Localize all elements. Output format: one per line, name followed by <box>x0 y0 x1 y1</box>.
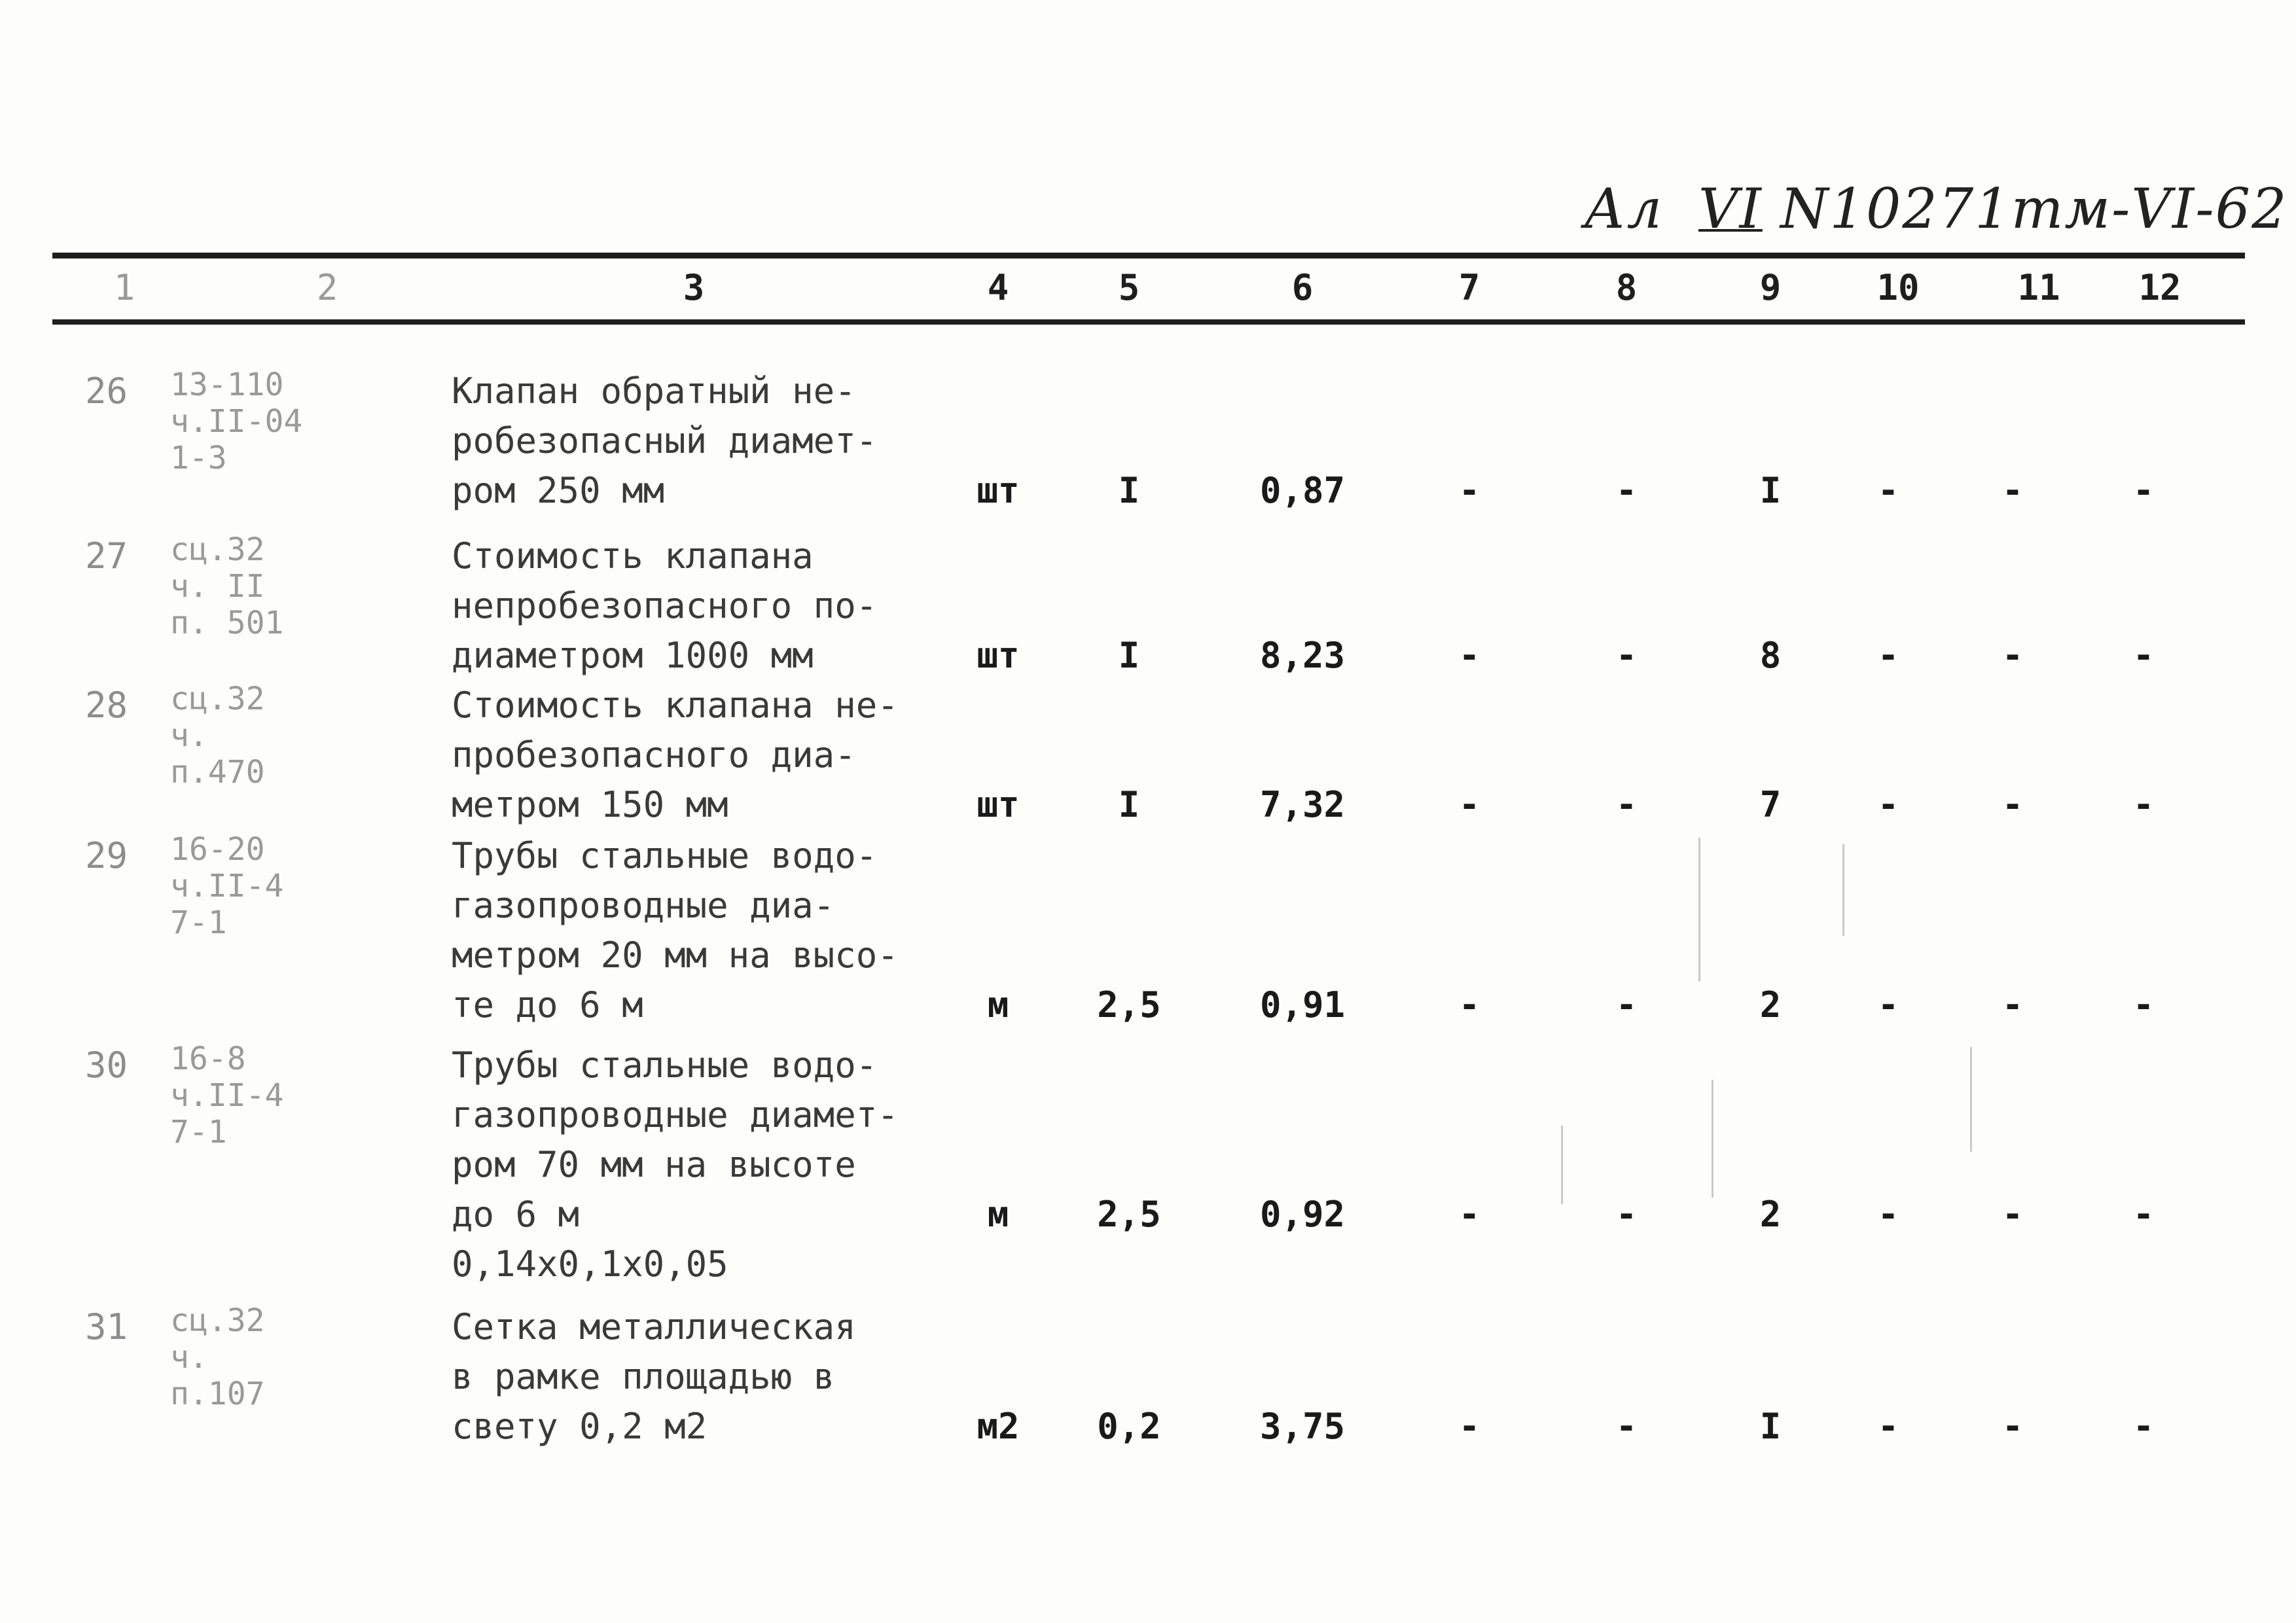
quantity-cell: 0,2 <box>1097 1406 1161 1447</box>
value-cell: 3,75 <box>1259 1406 1346 1447</box>
unit-cell: м2 <box>977 1406 1020 1447</box>
column-number: 7 <box>1458 267 1480 308</box>
price-code: сц.32 ч. II п. 501 <box>170 531 284 641</box>
value-cell: 0,91 <box>1259 984 1346 1026</box>
unit-cell: м <box>987 984 1009 1026</box>
value-cell: 2 <box>1759 1194 1782 1235</box>
value-cell: 7 <box>1759 784 1782 825</box>
header-bottom-rule <box>52 319 2245 325</box>
value-cell: 7,32 <box>1259 784 1346 825</box>
value-cell: 8 <box>1759 635 1782 676</box>
value-cell: 8,23 <box>1259 635 1346 676</box>
scan-artifact <box>1842 844 1844 936</box>
value-cell: - <box>1615 1194 1638 1235</box>
value-cell: - <box>1458 984 1480 1026</box>
item-description: Сетка металлическая в рамке площадью в свету 0,2 м2 <box>452 1306 856 1447</box>
value-cell: - <box>1615 470 1638 511</box>
row-number: 30 <box>85 1044 128 1086</box>
value-cell: - <box>1615 784 1638 825</box>
item-description: Стоимость клапана не- пробезопасного диа- метром 150 мм <box>452 685 899 825</box>
value-cell: - <box>1877 784 1899 825</box>
value-cell: - <box>2132 470 2155 511</box>
value-cell: 2 <box>1759 984 1782 1026</box>
row-number: 31 <box>85 1306 128 1347</box>
column-number: 4 <box>987 267 1009 308</box>
price-code: сц.32 ч. п.107 <box>170 1302 265 1412</box>
price-code: 13-110 ч.II-04 1-3 <box>170 366 303 476</box>
value-cell: - <box>2001 635 2024 676</box>
value-cell: - <box>2001 470 2024 511</box>
quantity-cell: I <box>1118 784 1140 825</box>
value-cell: 0,87 <box>1259 470 1346 511</box>
column-number: 12 <box>2138 267 2181 308</box>
value-cell: - <box>1458 470 1480 511</box>
unit-cell: шт <box>977 784 1020 825</box>
item-description: Клапан обратный не- робезопасный диамет- ром 250 мм <box>452 370 878 511</box>
sheet-reference-prefix: Ал <box>1584 177 1664 241</box>
value-cell: - <box>2132 984 2155 1026</box>
value-cell: - <box>2001 1194 2024 1235</box>
scan-artifact <box>1561 1126 1563 1204</box>
column-number: 10 <box>1876 267 1920 308</box>
column-number: 9 <box>1759 267 1782 308</box>
column-number: 3 <box>683 267 705 308</box>
column-number: 5 <box>1118 267 1140 308</box>
price-code: 16-20 ч.II-4 7-1 <box>170 831 284 941</box>
value-cell: - <box>1877 1194 1899 1235</box>
value-cell: 0,92 <box>1259 1194 1346 1235</box>
column-number: 11 <box>2017 267 2060 308</box>
column-number: 1 <box>113 267 135 308</box>
value-cell: - <box>1615 984 1638 1026</box>
quantity-cell: 2,5 <box>1097 1194 1161 1235</box>
value-cell: - <box>1458 1194 1480 1235</box>
value-cell: - <box>1458 635 1480 676</box>
value-cell: - <box>1458 784 1480 825</box>
column-number-header <box>0 262 2296 318</box>
value-cell: - <box>1877 984 1899 1026</box>
price-code: 16-8 ч.II-4 7-1 <box>170 1041 284 1150</box>
value-cell: - <box>1877 1406 1899 1447</box>
value-cell: - <box>2132 1194 2155 1235</box>
row-number: 27 <box>85 535 128 577</box>
scan-artifact <box>1970 1047 1972 1152</box>
value-cell: - <box>2132 1406 2155 1447</box>
value-cell: I <box>1759 1406 1782 1447</box>
value-cell: - <box>1877 635 1899 676</box>
item-description: Трубы стальные водо- газопроводные диа- метром 20 мм на высо- те до 6 м <box>452 835 899 1026</box>
item-description: Стоимость клапана непробезопасного по- диаметром 1000 мм <box>452 535 878 676</box>
unit-cell: шт <box>977 635 1020 676</box>
scan-artifact <box>1698 838 1700 982</box>
price-code: сц.32 ч. п.470 <box>170 681 265 791</box>
value-cell: - <box>2001 1406 2024 1447</box>
column-number: 8 <box>1615 267 1638 308</box>
sheet-reference <box>1584 177 2288 255</box>
value-cell: - <box>2132 784 2155 825</box>
sheet-reference-number: N10271тм-VI-62 <box>1780 177 2288 241</box>
quantity-cell: I <box>1118 470 1140 511</box>
value-cell: - <box>2001 784 2024 825</box>
value-cell: - <box>1877 470 1899 511</box>
value-cell: - <box>2132 635 2155 676</box>
column-number: 2 <box>316 267 338 308</box>
row-number: 26 <box>85 370 128 412</box>
unit-cell: шт <box>977 470 1020 511</box>
scan-artifact <box>1712 1080 1713 1198</box>
row-number: 28 <box>85 685 128 726</box>
value-cell: - <box>1615 635 1638 676</box>
quantity-cell: I <box>1118 635 1140 676</box>
quantity-cell: 2,5 <box>1097 984 1161 1026</box>
column-number: 6 <box>1291 267 1314 308</box>
sheet-reference-volume: VI <box>1698 177 1763 241</box>
value-cell: - <box>2001 984 2024 1026</box>
header-top-rule <box>52 253 2245 259</box>
value-cell: I <box>1759 470 1782 511</box>
unit-cell: м <box>987 1194 1009 1235</box>
item-description: Трубы стальные водо- газопроводные диамет- ром 70 мм на высоте до 6 м 0,14х0,1х0,05 <box>452 1044 899 1285</box>
value-cell: - <box>1458 1406 1480 1447</box>
value-cell: - <box>1615 1406 1638 1447</box>
row-number: 29 <box>85 835 128 876</box>
